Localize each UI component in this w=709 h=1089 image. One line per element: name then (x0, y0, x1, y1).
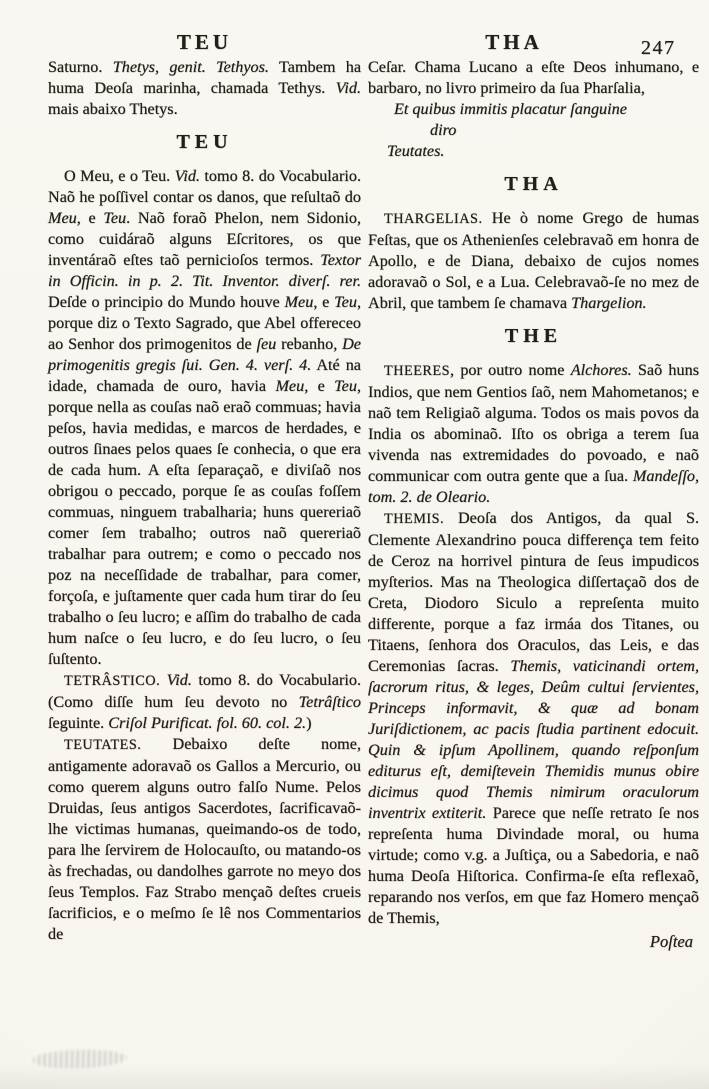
text-run: Tetrâſtico (298, 693, 361, 711)
section-heading: THE (504, 325, 563, 347)
text-run: Thetys, genit. Tethyos. (112, 58, 269, 76)
text-run: . Naõ foraõ Phelon, nem Sidonio, como cuidáraõ alguns Eſcritores, os que inventáraõ eſtes taõ pernicioſos termos. (48, 209, 361, 269)
text-run: De primogenitis gregis ſui. Gen. 4. verſ. 4. (48, 335, 361, 374)
text-run: Alchores. (570, 361, 632, 379)
page-number: 247 (641, 37, 676, 59)
section-heading: THA (504, 173, 563, 195)
text-run: ſeu (256, 335, 277, 353)
text-run: Criſol Purificat. fol. 60. col. 2. (108, 714, 307, 732)
text-run: Tambem ha huma Deoſa marinha, chamada Tethys. (48, 58, 361, 97)
entry-paragraph (48, 57, 361, 120)
text-run: , e (304, 377, 335, 395)
text-run: Deſde o principio do Mundo houve (48, 293, 285, 311)
ink-smudge (33, 1048, 128, 1069)
text-run: ſeguinte. (48, 714, 109, 732)
text-run: Meu (48, 209, 77, 227)
verse-line: Teutates. (387, 142, 445, 160)
text-run: tomo 8. do Vocabulario. Naõ he poſſivel contar os danos, que reſultaõ do (48, 167, 361, 206)
running-head-right: THA (485, 30, 543, 54)
text-run: O Meu, e o Teu. (64, 167, 175, 185)
entry-headword: THARGELIAS. (384, 211, 492, 227)
text-run: Até na idade, chamada de ouro, havia (48, 356, 361, 395)
text-run: , e (313, 293, 335, 311)
text-run: rebanho, (276, 335, 343, 353)
text-run: Themis, vaticinandi ortem, ſacrorum ritus, & leges, Deûm cultui ſervientes, Princeps informavit, & quæ ad bonam Juriſdictionem, ac pacis ſtudia partinent edocuit. Quin & ipſum Apollinem, quando reſponſum editurus eſt, demiſtevein Themidis munus obire dicimus quod Themis nimirum oraculorum inventrix extiterit. (368, 657, 699, 822)
verse-line: diro (430, 121, 457, 139)
text-run: He ò nome Grego de humas Feſtas, que os Athenienſes celebravaõ em honra de Apollo, e de Diana, debaixo de cujos nomes adoravaõ o Sol, e a Lua. Celebravaõ-ſe no mez de Abril, que tambem ſe chamava (368, 209, 699, 312)
catchword: Poſtea (649, 932, 693, 951)
entry-headword: TETRÂSTICO. (64, 673, 167, 689)
text-run: Meu (284, 293, 314, 311)
verse-line: Et quibus immitis placatur ſanguine (394, 100, 627, 118)
text-run: , por outro nome (450, 361, 571, 379)
running-head-left: TEU (176, 30, 233, 54)
entry-paragraph (48, 166, 361, 670)
entry-paragraph (368, 508, 699, 929)
verse-quote (382, 99, 699, 162)
entry-paragraph (48, 670, 361, 734)
text-run: Deoſa dos Antigos, da qual S. Clemente Alexandrino pouca differença tem feito de Ceroz na horrivel pintura de ſeus impudicos myſterios. Mas na Theologica diſſertaçaõ dos de Creta, Diodoro Siculo a repreſenta muito differente, porque a faz irmáa dos Titanes, ou Titaens, ſenhora dos Oraculos, das Leis, e das Ceremonias ſacras. (368, 509, 699, 675)
text-run: Ceſar. Chama Lucano a eſte Deos inhumano, e barbaro, no livro primeiro da ſua Pharſalia, (368, 58, 699, 97)
text-run: Meu (275, 377, 305, 395)
text-run: Textor in Officin. in p. 2. Tit. Inventor. diverſ. rer. (48, 251, 361, 290)
page-edge-shading (0, 1063, 709, 1089)
text-run: Teu (334, 293, 357, 311)
text-run: Saturno. (48, 58, 113, 76)
section-heading: TEU (176, 131, 233, 153)
entry-headword: TEUTATES. (64, 737, 173, 753)
text-run: Teu (103, 209, 127, 227)
text-run: Teu (334, 377, 357, 395)
entry-paragraph (48, 734, 361, 945)
text-run: mais abaixo Thetys. (48, 100, 178, 118)
entry-headword: THEMIS. (384, 511, 458, 527)
column-left (48, 57, 361, 945)
entry-paragraph (368, 57, 699, 99)
text-run: tomo 8. do Vocabulario. (Como diſſe hum ſeu devoto no (48, 671, 361, 711)
text-run: , porque diz o Texto Sagrado, que Abel offereceo ao Senhor dos primogenitos de (48, 293, 362, 353)
text-run: Saõ huns Indios, que nem Gentios ſaõ, nem Mahometanos; e naõ tem Religiaõ alguma. Todos os mais povos da India os abominaõ. Iſto os obriga a terem ſua vivenda nas extremidades do povoado, e naõ communicar com outra gente que a ſua. (368, 361, 699, 485)
text-run: , porque nella as couſas naõ eraõ commuas; havia peſos, havia medidas, e marcos de herdades, e outros ſinaes pelos quaes ſe conhecia, o que era de cada hum. A eſta ſeparaçaõ, e diviſaõ nos obrigou o peccado, porque ſe as couſas foſſem commuas, ninguem trabalharia; huns quereriaõ comer ſem trabalho; outros naõ quereriaõ trabalhar para outrem; e como o peccado nos poz na neceſſidade de trabalhar, para comer, forçoſa, e juſtamente quer cada hum tirar do ſeu trabalho o ſeu lucro; e aſſim do trabalho de cada hum naſce o ſeu lucro, e do ſeu lucro, o ſeu ſuſtento. (48, 377, 362, 668)
text-run: , e (76, 209, 104, 227)
entry-paragraph (368, 360, 699, 508)
text-run: Thargelion. (571, 294, 647, 312)
column-right (368, 57, 699, 952)
text-run: Vid. (166, 671, 192, 689)
text-run: ) (306, 714, 312, 732)
entry-headword: THEERES (384, 363, 451, 379)
text-run: Vid. (174, 167, 200, 185)
text-run: Debaixo deſte nome, antigamente adoravaõ os Gallos a Mercurio, ou como querem alguns outro falſo Nume. Pelos Druidas, ſeus antigos Sacerdotes, ſacrificavaõ-lhe victimas humanas, queimando-os de todo, para lhe ſervirem de Holocauſto, ou matando-os às frechadas, ou dandolhes garrote no meyo dos ſeus Templos. Faz Strabo mençaõ deſtes crueis ſacrificios, e o meſmo ſe lê nos Commentarios de (48, 735, 362, 943)
entry-paragraph (368, 208, 699, 314)
text-run: Parece que neſſe retrato ſe nos repreſenta huma Divindade moral, ou huma virtude; como v.g. a Juſtiça, ou a Sabedoria, e naõ huma Deoſa Hiſtorica. Confirma-ſe eſta reflexaõ, reparando nos verſos, em que faz Homero mençaõ de Themis, (368, 804, 700, 927)
text-run: Mandeſſo, tom. 2. de Oleario. (368, 467, 699, 506)
text-run: Vid. (335, 79, 361, 97)
